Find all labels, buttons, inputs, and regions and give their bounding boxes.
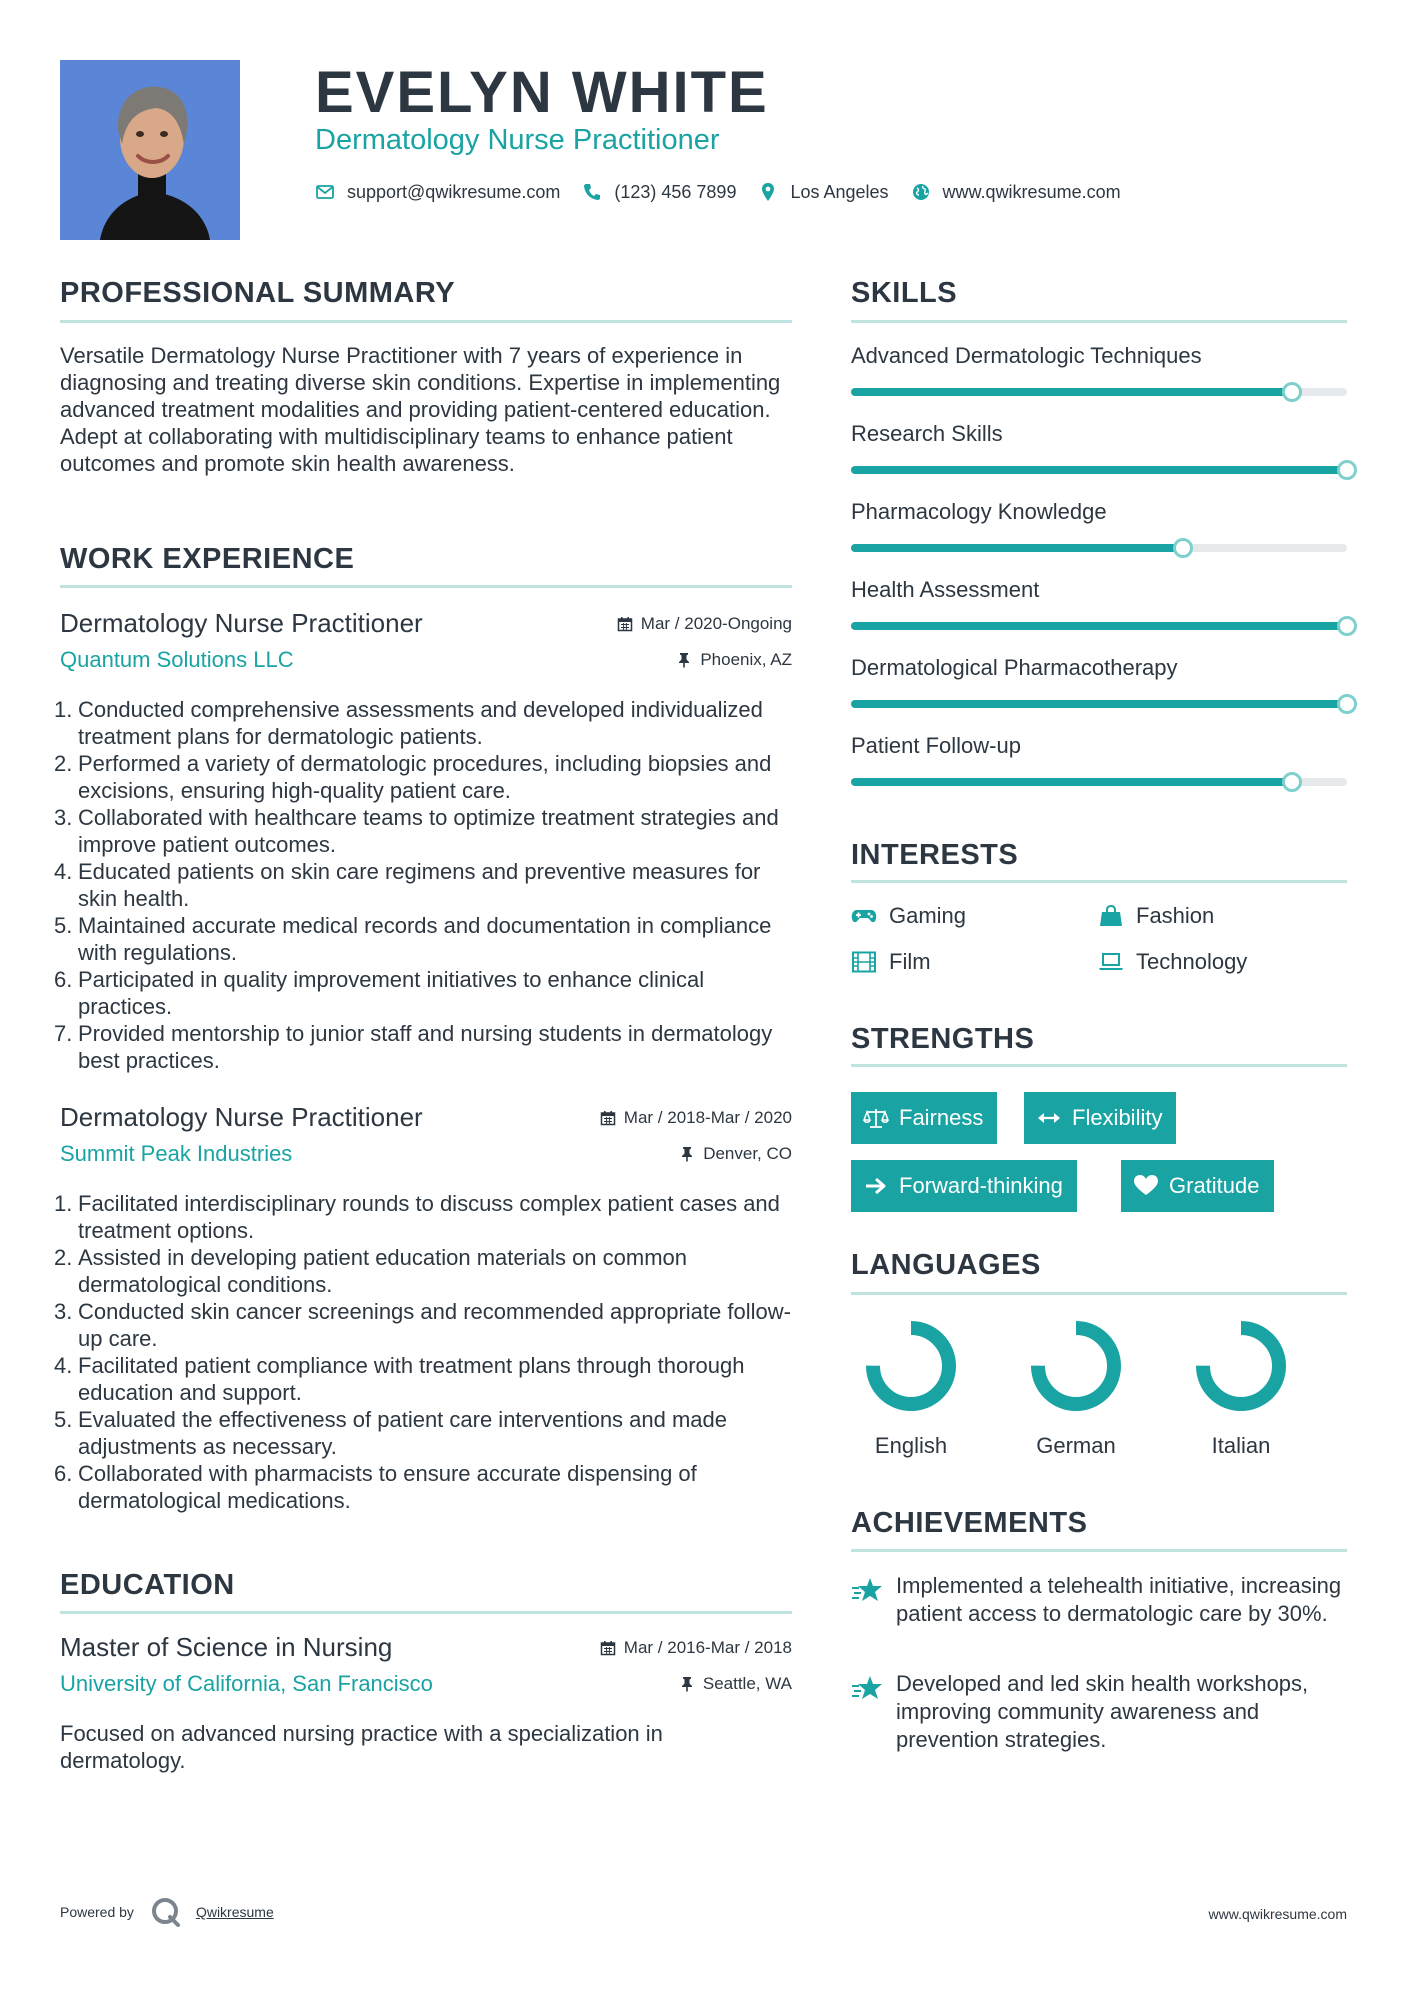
skill-item <box>851 498 1347 574</box>
interests-divider <box>851 880 1347 883</box>
list-item: 1. Conducted comprehensive assessments and developed individualized treatment plans for dermatologic patients. <box>54 697 763 749</box>
strength-badge <box>1024 1092 1176 1144</box>
strength-badge <box>1121 1160 1274 1212</box>
education-school: University of California, San Francisco <box>60 1671 433 1696</box>
language-name: English <box>874 1433 948 1458</box>
interest-film <box>851 948 931 976</box>
powered-by-label: Powered by <box>60 1904 134 1920</box>
job-company: Summit Peak Industries <box>60 1141 293 1166</box>
list-item: 5. Evaluated the effectiveness of patient care interventions and made adjustments as necessary. <box>54 1407 728 1459</box>
strength-label: Forward-thinking <box>899 1173 1063 1198</box>
gamepad-icon <box>851 905 877 927</box>
list-item: 6. Participated in quality improvement initiatives to enhance clinical practices. <box>54 967 705 1019</box>
job-bullets <box>54 1190 792 1514</box>
education-date-text: Mar / 2016-Mar / 2018 <box>623 1638 792 1657</box>
contact-phone[interactable] <box>582 182 736 203</box>
skill-bar-fill <box>851 388 1292 396</box>
candidate-name: EVELYN WHITE <box>315 60 769 125</box>
language-item <box>846 1318 976 1460</box>
skill-item <box>851 576 1347 652</box>
list-item: 7. Provided mentorship to junior staff and nursing students in dermatology best practices. <box>54 1021 773 1073</box>
skill-bar-knob <box>1282 772 1302 792</box>
education-location-text: Seattle, WA <box>702 1674 792 1693</box>
language-ring <box>1028 1318 1124 1414</box>
language-name: German <box>1036 1433 1116 1458</box>
heart-icon <box>1133 1174 1159 1198</box>
skill-name: Research Skills <box>851 421 1003 446</box>
language-ring <box>1193 1318 1289 1414</box>
job-entry <box>54 1100 792 1514</box>
contact-email[interactable] <box>315 182 560 203</box>
list-item: 6. Collaborated with pharmacists to ensure accurate dispensing of dermatological medications. <box>54 1461 697 1513</box>
education-description: Focused on advanced nursing practice with a specialization in dermatology. <box>60 1721 663 1773</box>
interest-label: Fashion <box>1136 903 1215 928</box>
skill-name: Dermatological Pharmacotherapy <box>851 655 1178 680</box>
strength-label: Flexibility <box>1072 1105 1163 1130</box>
skills-heading: SKILLS <box>851 277 958 309</box>
education-divider <box>60 1611 792 1614</box>
skill-name: Health Assessment <box>851 577 1040 602</box>
star-icon <box>851 1576 883 1604</box>
list-item: 1. Facilitated interdisciplinary rounds to discuss complex patient cases and treatment options. <box>54 1191 780 1243</box>
phone-icon <box>582 182 602 202</box>
job-role: Dermatology Nurse Practitioner <box>60 1102 423 1132</box>
experience-divider <box>60 585 792 588</box>
summary-divider <box>60 320 792 323</box>
shopping-bag-icon <box>1098 905 1124 927</box>
list-item: 4. Facilitated patient compliance with treatment plans through thorough education and support. <box>54 1353 745 1405</box>
candidate-title: Dermatology Nurse Practitioner <box>315 124 720 156</box>
job-company: Quantum Solutions LLC <box>60 647 294 672</box>
education-location <box>679 1672 792 1696</box>
contact-location-text: Los Angeles <box>790 181 889 202</box>
interest-technology <box>1098 948 1247 976</box>
job-date-text: Mar / 2020-Ongoing <box>640 614 792 633</box>
languages-heading: LANGUAGES <box>851 1249 1041 1281</box>
list-item: 3. Conducted skin cancer screenings and recommended appropriate follow-up care. <box>54 1299 791 1351</box>
skill-bar <box>851 622 1347 630</box>
job-date-text: Mar / 2018-Mar / 2020 <box>623 1108 792 1127</box>
education-heading: EDUCATION <box>60 1569 235 1601</box>
language-item <box>1011 1318 1141 1460</box>
achievement-text: Developed and led skin health workshops, improving community awareness and prevention strategies. <box>896 1671 1309 1752</box>
skill-bar-knob <box>1337 460 1357 480</box>
language-name: Italian <box>1211 1433 1271 1458</box>
skill-name: Patient Follow-up <box>851 733 1021 758</box>
achievement-text: Implemented a telehealth initiative, increasing patient access to dermatologic care by 30%. <box>896 1573 1342 1626</box>
interest-fashion <box>1098 902 1214 930</box>
contact-website[interactable] <box>911 182 1121 203</box>
skill-bar <box>851 544 1347 552</box>
skill-item <box>851 732 1347 808</box>
summary-text: Versatile Dermatology Nurse Practitioner with 7 years of experience in diagnosing and treating diverse skin conditions. Expertise in implementing advanced treatment modalities and providing patient-centered education. Adept at collaborating with multidisciplinary teams to enhance patient outcomes and promote skin health awareness. <box>60 343 781 476</box>
skill-bar-fill <box>851 622 1347 630</box>
calendar-icon <box>617 616 633 632</box>
list-item: 4. Educated patients on skin care regimens and preventive measures for skin health. <box>54 859 761 911</box>
language-item <box>1176 1318 1306 1460</box>
skill-bar-knob <box>1337 616 1357 636</box>
education-entry <box>60 1630 792 1774</box>
languages-divider <box>851 1292 1347 1295</box>
calendar-icon <box>600 1110 616 1126</box>
footer-powered-by <box>60 1896 274 1928</box>
job-date <box>617 612 792 636</box>
contact-phone-text: (123) 456 7899 <box>614 181 737 202</box>
list-item: 5. Maintained accurate medical records and documentation in compliance with regulations. <box>54 913 772 965</box>
language-ring <box>863 1318 959 1414</box>
pushpin-icon <box>679 1676 695 1692</box>
strengths-divider <box>851 1064 1347 1067</box>
profile-photo <box>60 60 240 240</box>
job-date <box>600 1106 792 1130</box>
contact-bar <box>315 178 1143 206</box>
skill-item <box>851 342 1347 418</box>
achievement-item <box>851 1670 1347 1754</box>
job-location-text: Phoenix, AZ <box>700 650 792 669</box>
achievements-heading: ACHIEVEMENTS <box>851 1507 1088 1539</box>
envelope-icon <box>315 182 335 202</box>
map-pin-icon <box>758 182 778 202</box>
skill-name: Advanced Dermatologic Techniques <box>851 343 1202 368</box>
job-location <box>679 1142 792 1166</box>
strength-label: Fairness <box>899 1105 984 1130</box>
pushpin-icon <box>679 1146 695 1162</box>
job-entry <box>54 606 792 1074</box>
skill-item <box>851 654 1347 730</box>
contact-email-text: support@qwikresume.com <box>347 181 561 202</box>
list-item: 2. Performed a variety of dermatologic procedures, including biopsies and excisions, ensuring high-quality patient care. <box>54 751 772 803</box>
strengths-heading: STRENGTHS <box>851 1023 1035 1055</box>
interests-heading: INTERESTS <box>851 839 1019 871</box>
skill-bar-fill <box>851 700 1347 708</box>
contact-location <box>758 182 888 203</box>
list-item: 2. Assisted in developing patient education materials on common dermatological conditions. <box>54 1245 688 1297</box>
skill-bar-knob <box>1173 538 1193 558</box>
balance-scale-icon <box>863 1106 889 1130</box>
skill-bar-fill <box>851 544 1183 552</box>
qwikresume-logo-icon <box>150 1896 182 1928</box>
skill-bar-knob <box>1337 694 1357 714</box>
achievements-divider <box>851 1549 1347 1552</box>
strength-badge <box>851 1092 997 1144</box>
experience-heading: WORK EXPERIENCE <box>60 543 355 575</box>
contact-website-text: www.qwikresume.com <box>942 181 1121 202</box>
laptop-icon <box>1098 951 1124 973</box>
strength-label: Gratitude <box>1169 1173 1260 1198</box>
star-icon <box>851 1674 883 1702</box>
arrow-right-icon <box>863 1174 889 1198</box>
education-degree: Master of Science in Nursing <box>60 1632 393 1662</box>
skill-bar-fill <box>851 778 1292 786</box>
skill-item <box>851 420 1347 496</box>
skill-bar-fill <box>851 466 1347 474</box>
film-icon <box>851 951 877 973</box>
education-date <box>600 1636 792 1660</box>
job-role: Dermatology Nurse Practitioner <box>60 608 423 638</box>
skill-bar <box>851 466 1347 474</box>
interest-label: Technology <box>1136 949 1248 974</box>
achievement-item <box>851 1572 1347 1628</box>
summary-heading: PROFESSIONAL SUMMARY <box>60 277 456 309</box>
list-item: 3. Collaborated with healthcare teams to optimize treatment strategies and improve patient outcomes. <box>54 805 779 857</box>
profile-photo-image <box>60 60 240 240</box>
skill-bar <box>851 700 1347 708</box>
arrows-horizontal-icon <box>1036 1106 1062 1130</box>
calendar-icon <box>600 1640 616 1656</box>
footer-brand-link[interactable]: Qwikresume <box>195 1904 274 1920</box>
job-location <box>676 648 792 672</box>
footer-website-link[interactable]: www.qwikresume.com <box>1208 1906 1347 1922</box>
strength-badge <box>851 1160 1077 1212</box>
job-location-text: Denver, CO <box>703 1144 792 1163</box>
skill-bar-knob <box>1282 382 1302 402</box>
globe-icon <box>911 182 931 202</box>
skill-name: Pharmacology Knowledge <box>851 499 1107 524</box>
skill-bar <box>851 778 1347 786</box>
interest-label: Gaming <box>889 903 967 928</box>
interest-label: Film <box>889 949 931 974</box>
pushpin-icon <box>676 652 692 668</box>
skill-bar <box>851 388 1347 396</box>
job-bullets <box>54 696 792 1074</box>
interest-gaming <box>851 902 966 930</box>
skills-divider <box>851 320 1347 323</box>
